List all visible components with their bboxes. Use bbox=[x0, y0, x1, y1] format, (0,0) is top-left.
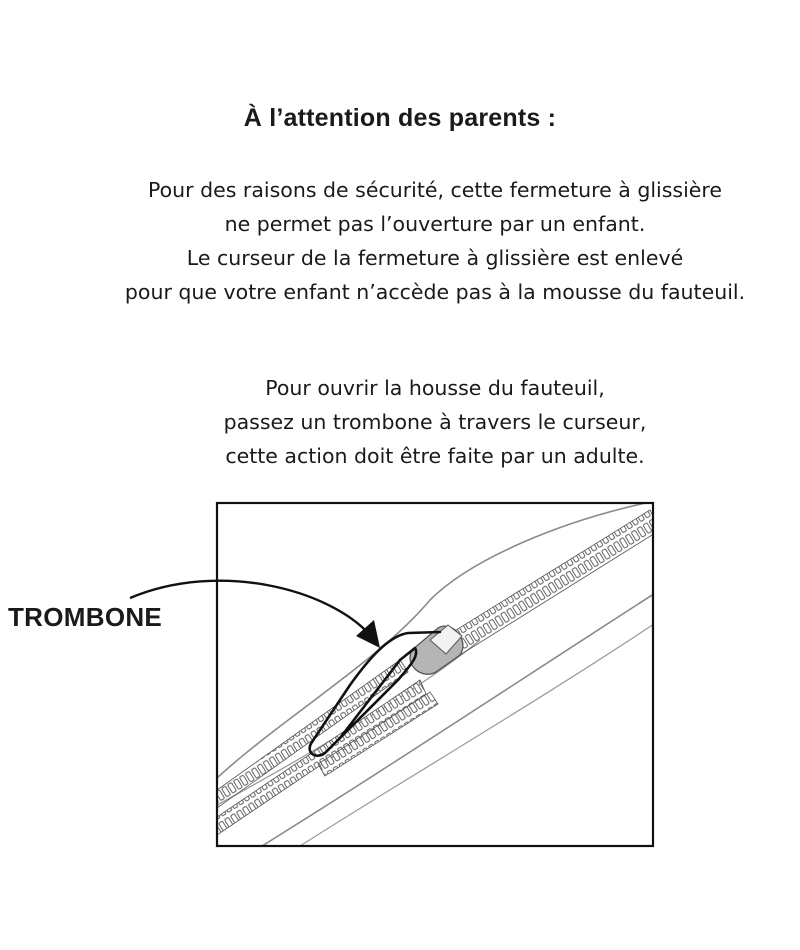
safety-paragraph bbox=[35, 173, 800, 309]
instruction-line-2: passez un trombone à travers le curseur, bbox=[223, 410, 647, 434]
safety-line-3: Le curseur de la fermeture à glissière est enlevé bbox=[186, 246, 684, 270]
instruction-line-3: cette action doit être faite par un adulte. bbox=[225, 444, 645, 468]
arrow-icon bbox=[130, 581, 370, 635]
instruction-paragraph bbox=[35, 371, 800, 473]
notice-title: À l’attention des parents : bbox=[243, 104, 557, 132]
safety-line-4: pour que votre enfant n’accède pas à la mousse du fauteuil. bbox=[124, 280, 746, 304]
instruction-line-1: Pour ouvrir la housse du fauteuil, bbox=[265, 376, 605, 400]
zipper-illustration bbox=[0, 500, 800, 860]
safety-line-2: ne permet pas l’ouverture par un enfant. bbox=[224, 212, 646, 236]
safety-line-1: Pour des raisons de sécurité, cette fermeture à glissière bbox=[148, 178, 722, 202]
trombone-label: TROMBONE bbox=[8, 602, 163, 632]
